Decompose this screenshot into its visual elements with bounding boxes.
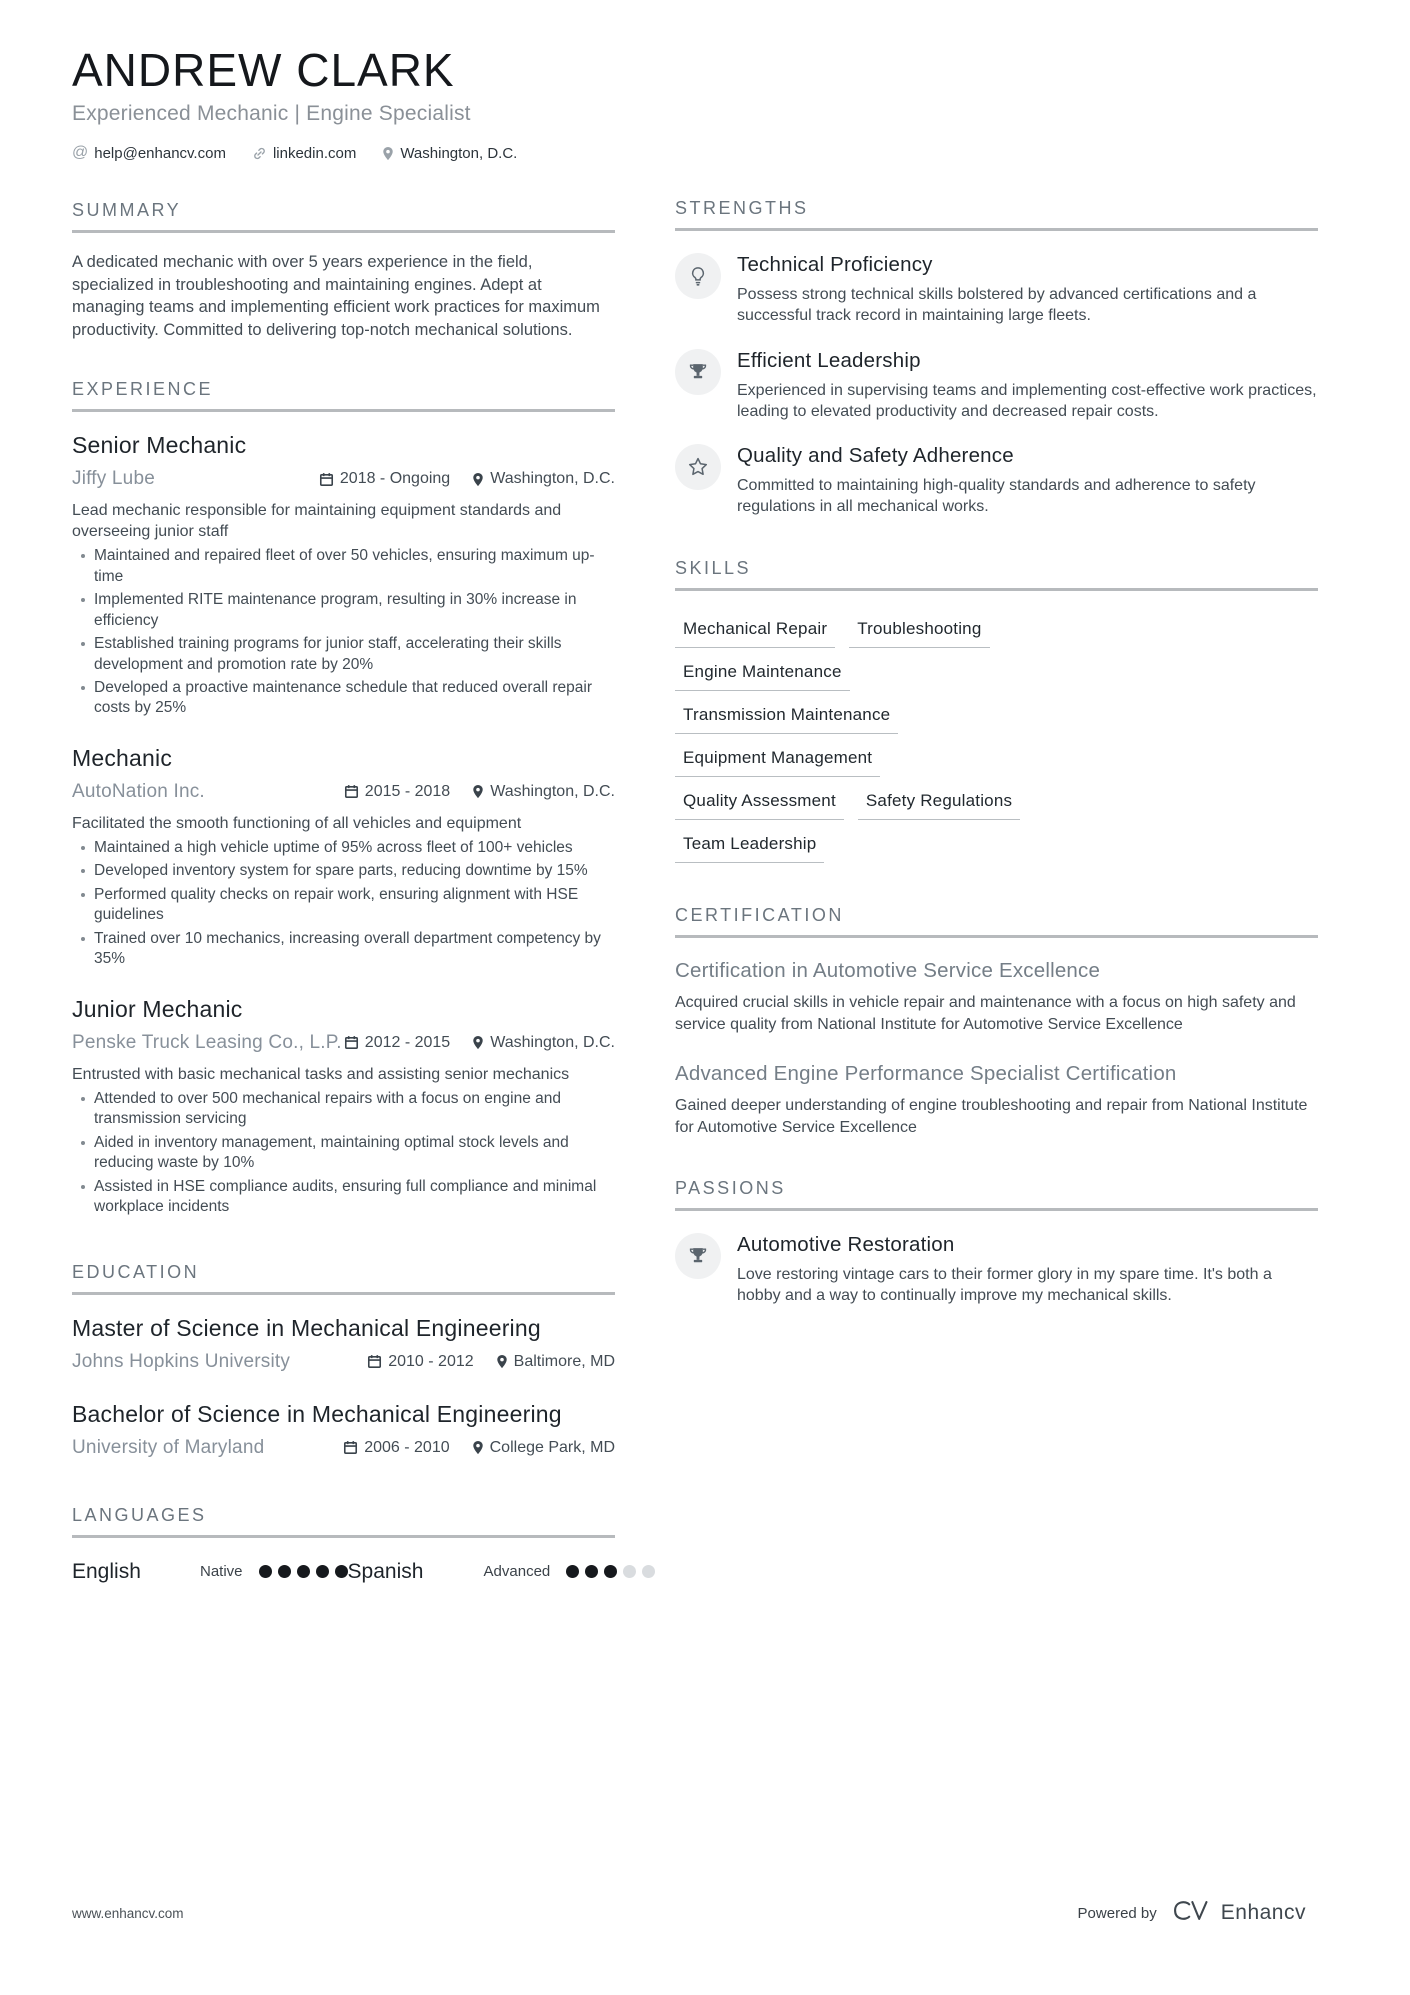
calendar-icon <box>367 1354 382 1369</box>
language-name: Spanish <box>347 1559 424 1583</box>
summary-heading: SUMMARY <box>72 200 615 233</box>
education-section <box>72 1262 615 1459</box>
education-heading: EDUCATION <box>72 1262 615 1295</box>
degree-title: Bachelor of Science in Mechanical Engineering <box>72 1400 562 1427</box>
job-title: Senior Mechanic <box>72 432 247 459</box>
strengths-heading: STRENGTHS <box>675 198 1318 231</box>
strength-text: Experienced in supervising teams and implementing cost-effective work practices, leading to elevated productivity and decreased repair costs. <box>737 381 1317 420</box>
strength-item <box>675 253 1318 327</box>
strengths-section <box>675 198 1318 518</box>
bullet-item: Developed a proactive maintenance schedule that reduced overall repair costs by 25% <box>72 678 615 719</box>
passions-heading: PASSIONS <box>675 1178 1318 1211</box>
company-name: Jiffy Lube <box>72 468 155 490</box>
job-dates: 2015 - 2018 <box>344 783 450 801</box>
job-description: Entrusted with basic mechanical tasks and assisting senior mechanics <box>72 1065 570 1083</box>
job-meta-row <box>72 468 615 490</box>
skill-item: Mechanical Repair <box>675 610 835 648</box>
enhancv-logo-icon[interactable] <box>1171 1898 1211 1928</box>
language-entry <box>348 1560 656 1584</box>
location-text: Washington, D.C. <box>400 144 518 162</box>
pin-icon <box>382 146 394 161</box>
strength-title: Quality and Safety Adherence <box>737 444 1014 468</box>
language-level: Advanced <box>483 1563 551 1581</box>
pin-icon <box>472 1035 484 1050</box>
skills-list <box>675 605 1318 863</box>
company-name: Penske Truck Leasing Co., L.P. <box>72 1031 342 1053</box>
languages-section <box>72 1505 615 1584</box>
passion-title: Automotive Restoration <box>737 1232 955 1256</box>
trophy-icon <box>675 349 721 395</box>
footer-website-link[interactable]: www.enhancv.com <box>72 1905 184 1921</box>
header <box>72 46 615 162</box>
at-icon: @ <box>72 144 89 162</box>
job-description: Facilitated the smooth functioning of all vehicles and equipment <box>72 814 522 832</box>
job-title: Mechanic <box>72 744 173 771</box>
skill-item: Troubleshooting <box>849 610 989 648</box>
bullet-item: Trained over 10 mechanics, increasing overall department competency by 35% <box>72 929 615 970</box>
education-entry <box>72 1401 615 1459</box>
summary-section <box>72 200 615 341</box>
footer-brand <box>1078 1898 1306 1928</box>
job-dates: 2012 - 2015 <box>344 1034 450 1052</box>
experience-heading: EXPERIENCE <box>72 379 615 412</box>
summary-text: A dedicated mechanic with over 5 years experience in the field, specialized in troubleshooting and maintaining engines. Adept at managing teams and implementing efficient work practices for maximum productivity. Committed to delivering top-notch mechanical solutions. <box>72 253 600 339</box>
degree-title: Master of Science in Mechanical Engineering <box>72 1314 541 1341</box>
bullet-item: Established training programs for junior staff, accelerating their skills development and promotion rate by 20% <box>72 634 615 675</box>
passion-item <box>675 1233 1318 1307</box>
skill-item: Equipment Management <box>675 739 880 777</box>
pin-icon <box>472 1440 484 1455</box>
linkedin-text: linkedin.com <box>272 144 357 162</box>
certification-entry <box>675 1061 1318 1138</box>
certification-title: Advanced Engine Performance Specialist Certification <box>675 1061 1177 1085</box>
trophy-icon <box>675 1233 721 1279</box>
school-name: Johns Hopkins University <box>72 1350 291 1372</box>
footer <box>72 1898 1306 1928</box>
bullet-item: Maintained and repaired fleet of over 50 vehicles, ensuring maximum up-time <box>72 546 615 587</box>
strength-text: Possess strong technical skills bolstered by advanced certifications and a successful track record in maintaining large fleets. <box>737 286 1257 325</box>
skills-heading: SKILLS <box>675 558 1318 591</box>
education-meta-row <box>72 1351 615 1373</box>
contact-row <box>72 144 615 162</box>
job-bullets <box>72 546 615 719</box>
job-meta-row <box>72 781 615 803</box>
enhancv-wordmark[interactable]: Enhancv <box>1220 1901 1306 1924</box>
job-description: Lead mechanic responsible for maintaining equipment standards and overseeing junior staff <box>72 502 562 541</box>
skill-item: Safety Regulations <box>858 782 1020 820</box>
job-entry <box>72 996 615 1218</box>
passion-text: Love restoring vintage cars to their former glory in my spare time. It's both a hobby and a way to continually improve my mechanical skills. <box>737 1265 1272 1305</box>
certification-entry <box>675 958 1318 1035</box>
skill-item: Team Leadership <box>675 825 824 863</box>
strength-text: Committed to maintaining high-quality standards and adherence to safety regulations in all mechanical works. <box>737 477 1256 516</box>
location-item <box>382 145 517 162</box>
job-location: Washington, D.C. <box>472 470 615 488</box>
certification-title: Certification in Automotive Service Excellence <box>675 958 1101 982</box>
bullet-item: Performed quality checks on repair work, ensuring alignment with HSE guidelines <box>72 885 615 926</box>
job-title: Junior Mechanic <box>72 995 243 1022</box>
certification-section <box>675 905 1318 1138</box>
experience-section <box>72 379 615 1218</box>
language-level: Native <box>200 1563 243 1581</box>
bullet-item: Aided in inventory management, maintaining optimal stock levels and reducing waste by 10% <box>72 1133 615 1174</box>
certification-text: Acquired crucial skills in vehicle repair and maintenance with a focus on high safety and service quality from National Institute for Automotive Service Excellence <box>675 994 1296 1033</box>
job-bullets <box>72 1089 615 1218</box>
job-entry <box>72 745 615 970</box>
skill-item: Quality Assessment <box>675 782 844 820</box>
language-name: English <box>72 1559 141 1583</box>
language-entry <box>72 1560 348 1584</box>
strength-item <box>675 349 1318 423</box>
certification-heading: CERTIFICATION <box>675 905 1318 938</box>
pin-icon <box>472 472 484 487</box>
link-icon <box>252 146 267 161</box>
education-location: College Park, MD <box>472 1439 615 1457</box>
bullet-item: Maintained a high vehicle uptime of 95% across fleet of 100+ vehicles <box>72 838 615 858</box>
calendar-icon <box>343 1440 358 1455</box>
skills-section <box>675 558 1318 863</box>
job-location: Washington, D.C. <box>472 783 615 801</box>
strength-title: Technical Proficiency <box>737 253 933 276</box>
lightbulb-icon <box>675 253 721 299</box>
bullet-item: Developed inventory system for spare parts, reducing downtime by 15% <box>72 861 615 881</box>
strength-item <box>675 444 1318 518</box>
language-rating <box>259 1565 348 1578</box>
education-dates: 2010 - 2012 <box>367 1353 473 1371</box>
bullet-item: Implemented RITE maintenance program, resulting in 30% increase in efficiency <box>72 590 615 631</box>
bullet-item: Attended to over 500 mechanical repairs with a focus on engine and transmission servicing <box>72 1089 615 1130</box>
bullet-item: Assisted in HSE compliance audits, ensuring full compliance and minimal workplace incidents <box>72 1177 615 1218</box>
education-meta-row <box>72 1437 615 1459</box>
job-location: Washington, D.C. <box>472 1034 615 1052</box>
star-icon <box>675 444 721 490</box>
strength-title: Efficient Leadership <box>737 348 921 372</box>
email-link[interactable] <box>72 144 226 162</box>
job-meta-row <box>72 1032 615 1054</box>
job-dates: 2018 - Ongoing <box>319 470 450 488</box>
calendar-icon <box>344 784 359 799</box>
company-name: AutoNation Inc. <box>72 780 205 802</box>
calendar-icon <box>344 1035 359 1050</box>
person-name: ANDREW CLARK <box>72 44 455 96</box>
calendar-icon <box>319 472 334 487</box>
school-name: University of Maryland <box>72 1436 265 1458</box>
linkedin-link[interactable] <box>252 145 356 162</box>
job-bullets <box>72 838 615 970</box>
languages-heading: LANGUAGES <box>72 1505 615 1538</box>
powered-by-label: Powered by <box>1077 1904 1157 1922</box>
skill-item: Transmission Maintenance <box>675 696 898 734</box>
education-dates: 2006 - 2010 <box>343 1439 449 1457</box>
job-entry <box>72 432 615 719</box>
education-entry <box>72 1315 615 1373</box>
language-rating <box>566 1565 655 1578</box>
passions-section <box>675 1178 1318 1307</box>
pin-icon <box>496 1354 508 1369</box>
pin-icon <box>472 784 484 799</box>
email-text: help@enhancv.com <box>94 144 226 162</box>
languages-row <box>72 1560 615 1584</box>
education-location: Baltimore, MD <box>496 1353 615 1371</box>
certification-text: Gained deeper understanding of engine troubleshooting and repair from National Institute for Automotive Service Excellence <box>675 1097 1308 1136</box>
person-title: Experienced Mechanic | Engine Specialist <box>72 102 471 126</box>
skill-item: Engine Maintenance <box>675 653 850 691</box>
